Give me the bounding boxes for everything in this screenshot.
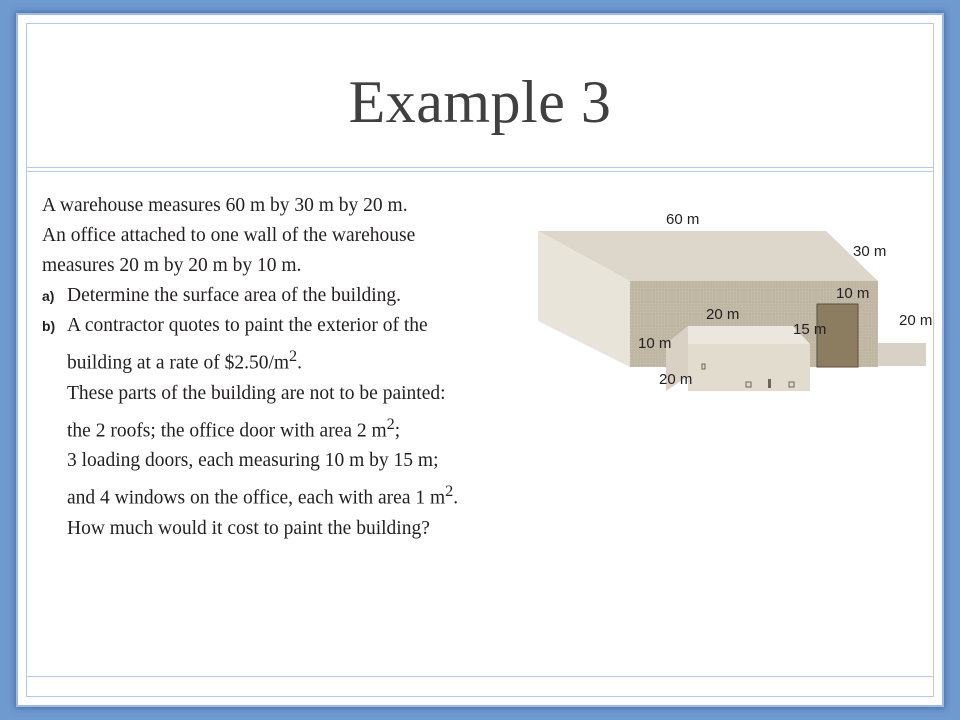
part-a-text: Determine the surface area of the building.	[67, 285, 402, 306]
intro-line-1: A warehouse measures 60 m by 30 m by 20 m.	[42, 195, 408, 216]
office-front-face	[688, 344, 810, 391]
part-b-line-4-text: the 2 roofs; the office door with area 2 m	[67, 420, 387, 441]
label-warehouse-height: 20 m	[899, 312, 933, 329]
part-b-line-6-text: and 4 windows on the office, each with area 1 m	[67, 487, 446, 509]
label-office-height: 10 m	[638, 335, 672, 352]
part-b-label: b)	[42, 318, 56, 334]
part-a	[42, 281, 542, 311]
part-b-line-2	[42, 341, 542, 379]
part-a-label: a)	[42, 288, 55, 304]
superscript: 2	[386, 414, 395, 433]
slide-title: Example 3	[348, 69, 612, 135]
label-loading-door-width: 10 m	[836, 285, 870, 302]
part-b-line-6-end: .	[453, 487, 459, 509]
part-b-line-7: How much would it cost to paint the building?	[67, 517, 430, 539]
part-b-line-2-end: .	[297, 352, 303, 374]
part-b-line-4	[42, 409, 542, 447]
title-divider	[26, 167, 934, 168]
intro-line-2: An office attached to one wall of the warehouse	[42, 225, 416, 246]
building-figure	[538, 201, 942, 401]
part-b	[42, 311, 542, 341]
slide	[18, 15, 942, 705]
label-office-width: 20 m	[659, 371, 693, 388]
problem-text	[42, 191, 542, 544]
intro-line-3: measures 20 m by 20 m by 10 m.	[42, 255, 302, 276]
title-divider-inner	[26, 171, 934, 172]
part-b-line-5: 3 loading doors, each measuring 10 m by 15 m;	[67, 450, 439, 471]
label-office-length: 20 m	[706, 306, 740, 323]
part-b-line-3: These parts of the building are not to be painted:	[67, 382, 446, 404]
office-door	[768, 379, 771, 388]
superscript: 2	[445, 482, 454, 500]
superscript: 2	[289, 347, 298, 365]
footer-divider	[26, 676, 934, 677]
label-loading-door-height: 15 m	[793, 321, 827, 338]
part-b-line-1: A contractor quotes to paint the exterior of the	[67, 315, 428, 336]
part-b-line-6	[42, 476, 542, 514]
label-warehouse-width: 30 m	[853, 243, 887, 260]
part-b-line-4-end: ;	[394, 420, 401, 441]
label-warehouse-length: 60 m	[666, 211, 700, 228]
building-diagram	[538, 201, 942, 401]
part-b-line-2-text: building at a rate of $2.50/m	[67, 352, 290, 374]
